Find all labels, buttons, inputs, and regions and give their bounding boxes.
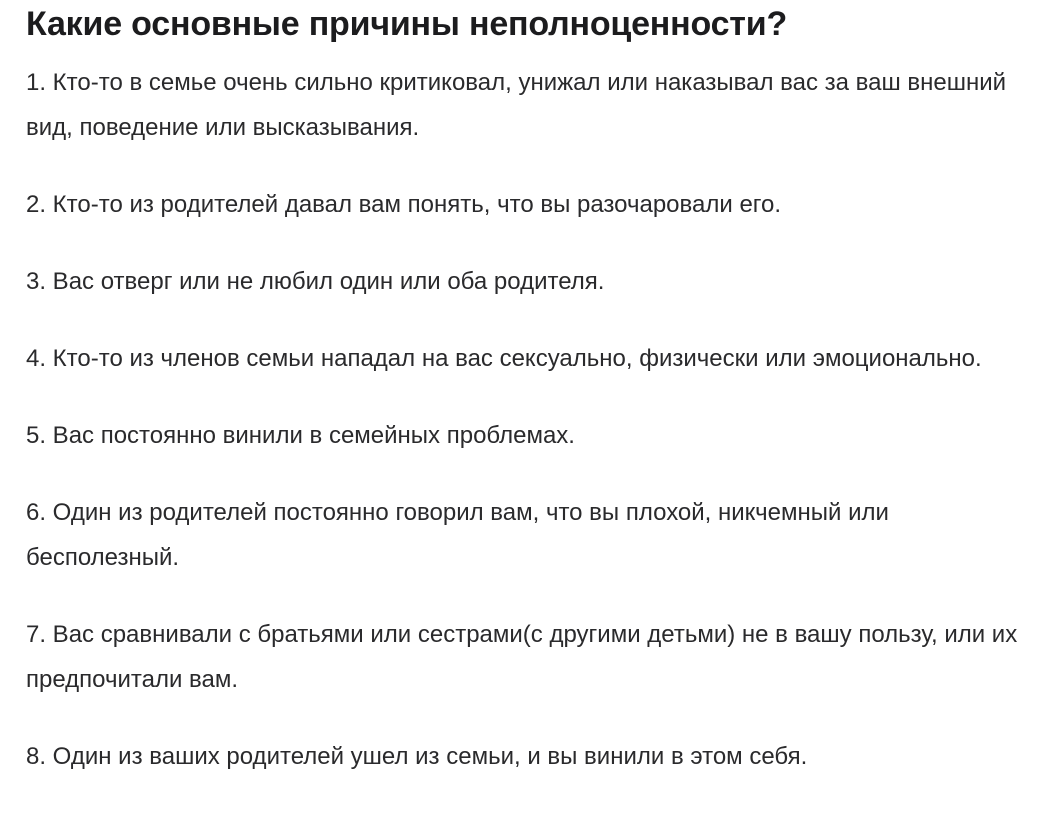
article-title: Какие основные причины неполноценности? bbox=[26, 5, 788, 43]
list-item: 8. Один из ваших родителей ушел из семьи, и вы винили в этом себя. bbox=[26, 743, 808, 770]
list-item: 2. Кто-то из родителей давал вам понять, что вы разочаровали его. bbox=[26, 191, 782, 218]
list-item: 3. Вас отверг или не любил один или оба родителя. bbox=[26, 268, 605, 295]
list-item: 7. Вас сравнивали с братьями или сестрами(с другими детьми) не в вашу пользу, или их предпочитали вам. bbox=[26, 621, 1018, 693]
causes-list bbox=[26, 60, 1030, 779]
list-item: 4. Кто-то из членов семьи нападал на вас сексуально, физически или эмоционально. bbox=[26, 345, 982, 372]
list-item: 1. Кто-то в семье очень сильно критиковал, унижал или наказывал вас за ваш внешний вид, поведение или высказывания. bbox=[26, 69, 1007, 141]
list-item: 5. Вас постоянно винили в семейных проблемах. bbox=[26, 422, 575, 449]
list-item: 6. Один из родителей постоянно говорил вам, что вы плохой, никчемный или бесполезный. bbox=[26, 499, 889, 571]
